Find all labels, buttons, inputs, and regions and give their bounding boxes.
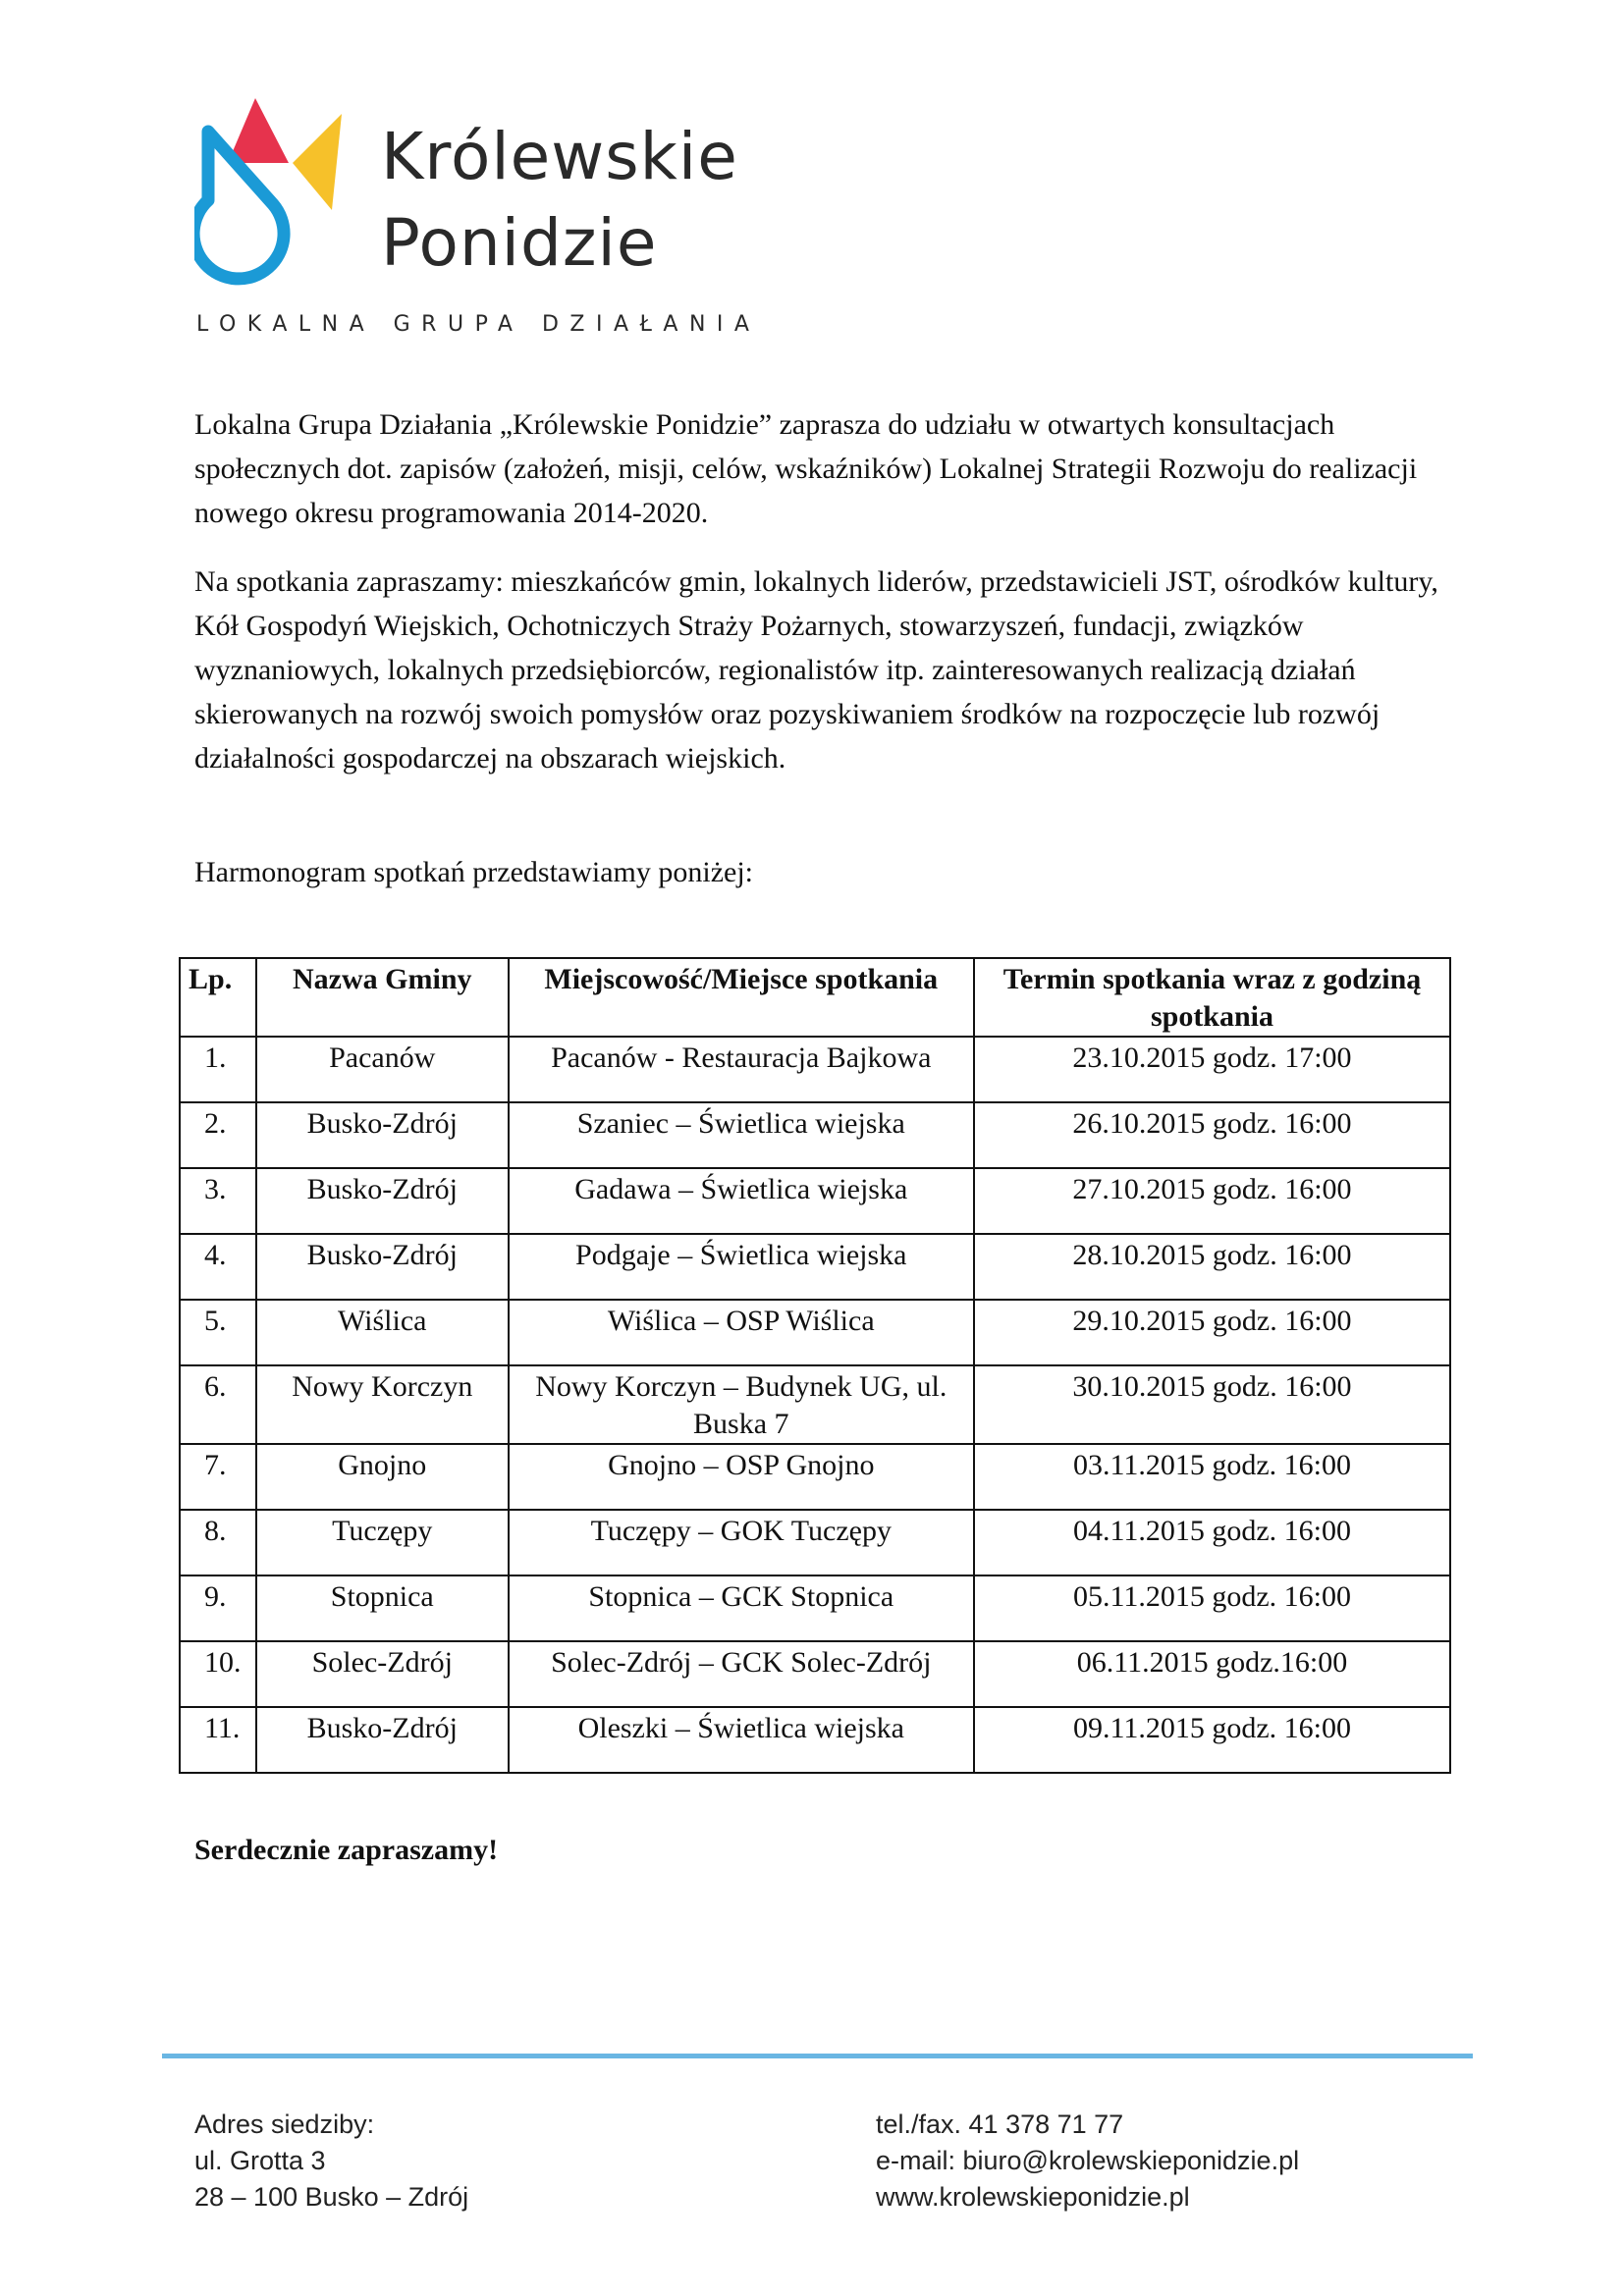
cell-gmina: Busko-Zdrój [256, 1707, 509, 1773]
header-gmina: Nazwa Gminy [256, 958, 509, 1037]
footer-contact [876, 2107, 1299, 2216]
address-city: 28 – 100 Busko – Zdrój [194, 2182, 469, 2212]
cell-miejsce: Gnojno – OSP Gnojno [509, 1444, 974, 1510]
cell-termin: 23.10.2015 godz. 17:00 [974, 1037, 1450, 1102]
cell-miejsce: Pacanów - Restauracja Bajkowa [509, 1037, 974, 1102]
header-termin: Termin spotkania wraz z godziną spotkania [974, 958, 1450, 1037]
contact-phone: tel./fax. 41 378 71 77 [876, 2109, 1124, 2139]
table-row [180, 1707, 1450, 1773]
address-label: Adres siedziby: [194, 2109, 375, 2139]
table-row [180, 1510, 1450, 1575]
cell-termin: 27.10.2015 godz. 16:00 [974, 1168, 1450, 1234]
logo-title [381, 114, 738, 287]
logo-yellow-petal [293, 114, 342, 210]
cell-termin: 04.11.2015 godz. 16:00 [974, 1510, 1450, 1575]
cell-termin: 06.11.2015 godz.16:00 [974, 1641, 1450, 1707]
cell-gmina: Nowy Korczyn [256, 1365, 509, 1444]
table-row [180, 1037, 1450, 1102]
cell-lp: 10. [180, 1641, 256, 1707]
cell-termin: 05.11.2015 godz. 16:00 [974, 1575, 1450, 1641]
table-row [180, 1575, 1450, 1641]
header-lp: Lp. [180, 958, 256, 1037]
contact-website[interactable]: www.krolewskieponidzie.pl [876, 2182, 1190, 2212]
logo-title-line2: Ponidzie [381, 205, 658, 281]
address-street: ul. Grotta 3 [194, 2146, 326, 2175]
cell-termin: 28.10.2015 godz. 16:00 [974, 1234, 1450, 1300]
logo-red-petal [228, 98, 289, 163]
cell-miejsce: Podgaje – Świetlica wiejska [509, 1234, 974, 1300]
schedule-table [179, 957, 1451, 1774]
table-row [180, 1102, 1450, 1168]
cell-miejsce: Wiślica – OSP Wiślica [509, 1300, 974, 1365]
cell-miejsce: Nowy Korczyn – Budynek UG, ul. Buska 7 [509, 1365, 974, 1444]
table-row [180, 1641, 1450, 1707]
cell-lp: 4. [180, 1234, 256, 1300]
closing-text: Serdecznie zapraszamy! [194, 1834, 499, 1866]
cell-lp: 1. [180, 1037, 256, 1102]
cell-lp: 2. [180, 1102, 256, 1168]
cell-miejsce: Szaniec – Świetlica wiejska [509, 1102, 974, 1168]
cell-gmina: Gnojno [256, 1444, 509, 1510]
cell-termin: 09.11.2015 godz. 16:00 [974, 1707, 1450, 1773]
cell-termin: 26.10.2015 godz. 16:00 [974, 1102, 1450, 1168]
cell-gmina: Solec-Zdrój [256, 1641, 509, 1707]
cell-lp: 9. [180, 1575, 256, 1641]
contact-email[interactable]: e-mail: biuro@krolewskieponidzie.pl [876, 2146, 1300, 2175]
schedule-lead: Harmonogram spotkań przedstawiamy poniżej: [194, 856, 754, 888]
cell-termin: 29.10.2015 godz. 16:00 [974, 1300, 1450, 1365]
cell-lp: 11. [180, 1707, 256, 1773]
cell-miejsce: Oleszki – Świetlica wiejska [509, 1707, 974, 1773]
cell-lp: 8. [180, 1510, 256, 1575]
cell-miejsce: Solec-Zdrój – GCK Solec-Zdrój [509, 1641, 974, 1707]
cell-termin: 30.10.2015 godz. 16:00 [974, 1365, 1450, 1444]
invitation-paragraph: Na spotkania zapraszamy: mieszkańców gmin, lokalnych liderów, przedstawicieli JST, ośrodków kultury, Kół Gospodyń Wiejskich, Ochotniczych Straży Pożarnych, stowarzyszeń, fundacji, związków wyznaniowych, lokalnych przedsiębiorców, regionalistów itp. zainteresowanych realizacją działań skierowanych na rozwój swoich pomysłów oraz pozyskiwaniem środków na rozpoczęcie lub rozwój działalności gospodarczej na obszarach wiejskich. [194, 565, 1438, 774]
logo-subtitle: LOKALNA GRUPA DZIAŁANIA [196, 312, 761, 337]
footer-address [194, 2107, 468, 2216]
table-row [180, 1168, 1450, 1234]
table-row [180, 1365, 1450, 1444]
cell-lp: 7. [180, 1444, 256, 1510]
cell-gmina: Busko-Zdrój [256, 1168, 509, 1234]
cell-miejsce: Stopnica – GCK Stopnica [509, 1575, 974, 1641]
table-header-row [180, 958, 1450, 1037]
header-miejsce: Miejscowość/Miejsce spotkania [509, 958, 974, 1037]
cell-lp: 3. [180, 1168, 256, 1234]
cell-lp: 6. [180, 1365, 256, 1444]
table-row [180, 1444, 1450, 1510]
logo [194, 94, 784, 349]
table-row [180, 1234, 1450, 1300]
logo-title-line1: Królewskie [381, 119, 738, 194]
cell-miejsce: Tuczępy – GOK Tuczępy [509, 1510, 974, 1575]
table-row [180, 1300, 1450, 1365]
cell-gmina: Stopnica [256, 1575, 509, 1641]
logo-mark-icon [194, 94, 352, 291]
cell-gmina: Pacanów [256, 1037, 509, 1102]
cell-gmina: Tuczępy [256, 1510, 509, 1575]
cell-termin: 03.11.2015 godz. 16:00 [974, 1444, 1450, 1510]
cell-miejsce: Gadawa – Świetlica wiejska [509, 1168, 974, 1234]
cell-gmina: Wiślica [256, 1300, 509, 1365]
cell-gmina: Busko-Zdrój [256, 1102, 509, 1168]
cell-lp: 5. [180, 1300, 256, 1365]
footer-divider [162, 2054, 1473, 2058]
intro-paragraph: Lokalna Grupa Działania „Królewskie Ponidzie” zaprasza do udziału w otwartych konsultacjach społecznych dot. zapisów (założeń, misji, celów, wskaźników) Lokalnej Strategii Rozwoju do realizacji nowego okresu programowania 2014-2020. [194, 408, 1418, 529]
cell-gmina: Busko-Zdrój [256, 1234, 509, 1300]
